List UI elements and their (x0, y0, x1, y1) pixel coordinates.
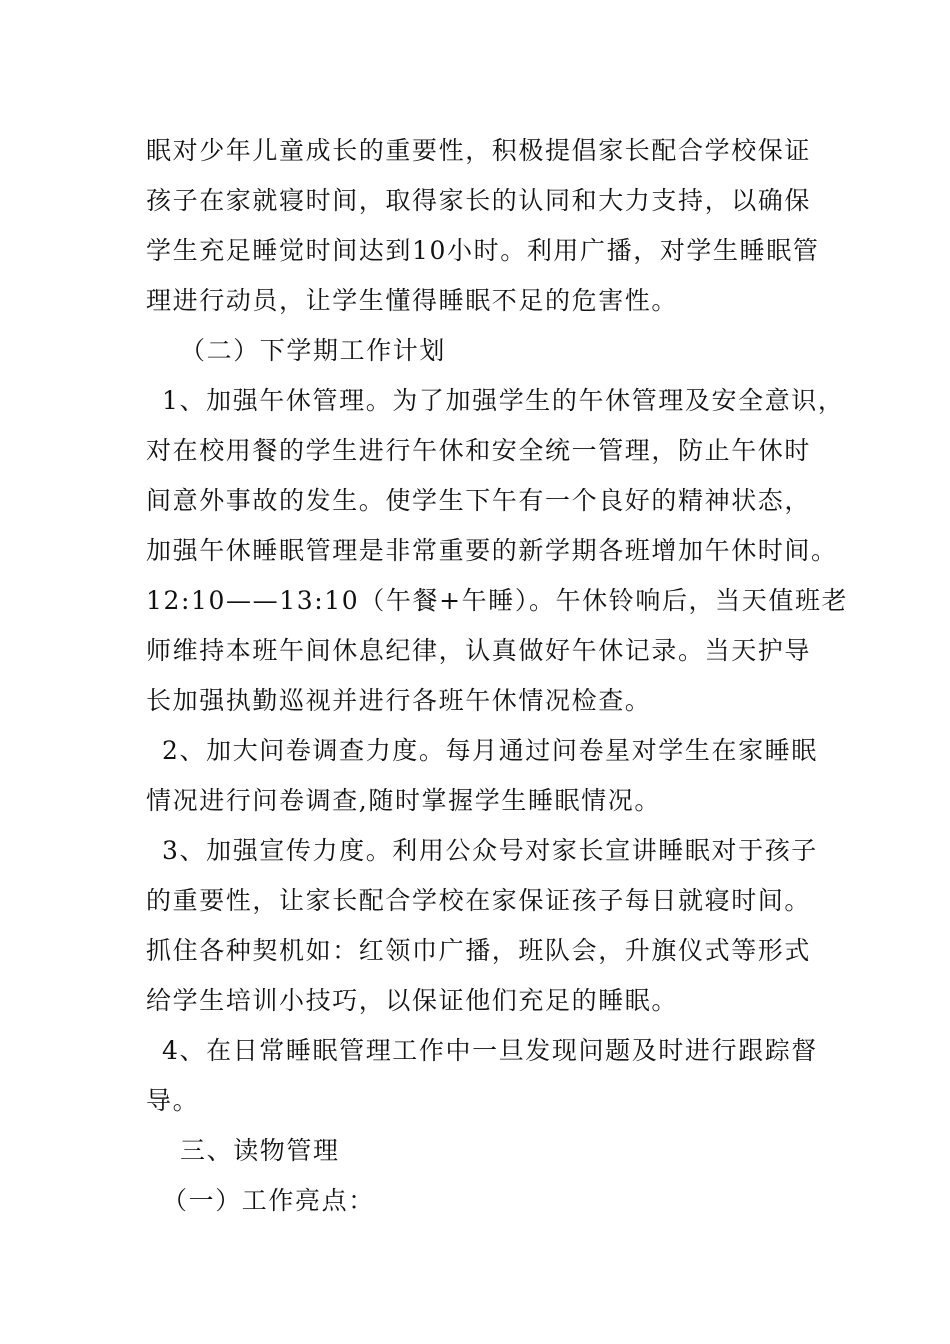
list-item-start: 4、在日常睡眠管理工作中一旦发现问题及时进行跟踪督 (162, 1036, 818, 1065)
paragraph-line: 眠对少年儿童成长的重要性，积极提倡家长配合学校保证 (146, 136, 812, 165)
list-item-start: 1、加强午休管理。为了加强学生的午休管理及安全意识， (162, 386, 845, 415)
paragraph-line: 抓住各种契机如：红领巾广播，班队会，升旗仪式等形式 (146, 936, 812, 965)
paragraph-line: 给学生培训小技巧，以保证他们充足的睡眠。 (146, 986, 679, 1015)
list-item-start: 3、加强宣传力度。利用公众号对家长宣讲睡眠对于孩子 (162, 836, 818, 865)
list-item-start: 2、加大问卷调查力度。每月通过问卷星对学生在家睡眠 (162, 736, 818, 765)
paragraph-line: 的重要性，让家长配合学校在家保证孩子每日就寝时间。 (146, 886, 812, 915)
paragraph-line: 加强午休睡眠管理是非常重要的新学期各班增加午休时间。 (146, 536, 838, 565)
paragraph-line: 长加强执勤巡视并进行各班午休情况检查。 (146, 686, 652, 715)
section-heading: 三、读物管理 (180, 1136, 340, 1165)
paragraph-line: 对在校用餐的学生进行午休和安全统一管理，防止午休时 (146, 436, 812, 465)
section-heading: （二）下学期工作计划 (180, 336, 447, 365)
paragraph-line: 12:10——13:10（午餐+午睡）。午休铃响后，当天值班老 (146, 586, 849, 615)
paragraph-line: 情况进行问卷调查,随时掌握学生睡眠情况。 (146, 786, 661, 815)
paragraph-line: 间意外事故的发生。使学生下午有一个良好的精神状态， (146, 486, 812, 515)
subsection-heading: （一）工作亮点： (162, 1186, 375, 1215)
paragraph-line: 理进行动员，让学生懂得睡眠不足的危害性。 (146, 286, 679, 315)
paragraph-line: 孩子在家就寝时间，取得家长的认同和大力支持，以确保 (146, 186, 812, 215)
paragraph-line: 师维持本班午间休息纪律，认真做好午休记录。当天护导 (146, 636, 812, 665)
paragraph-line: 导。 (146, 1086, 200, 1115)
paragraph-line: 学生充足睡觉时间达到10小时。利用广播，对学生睡眠管 (146, 236, 820, 265)
